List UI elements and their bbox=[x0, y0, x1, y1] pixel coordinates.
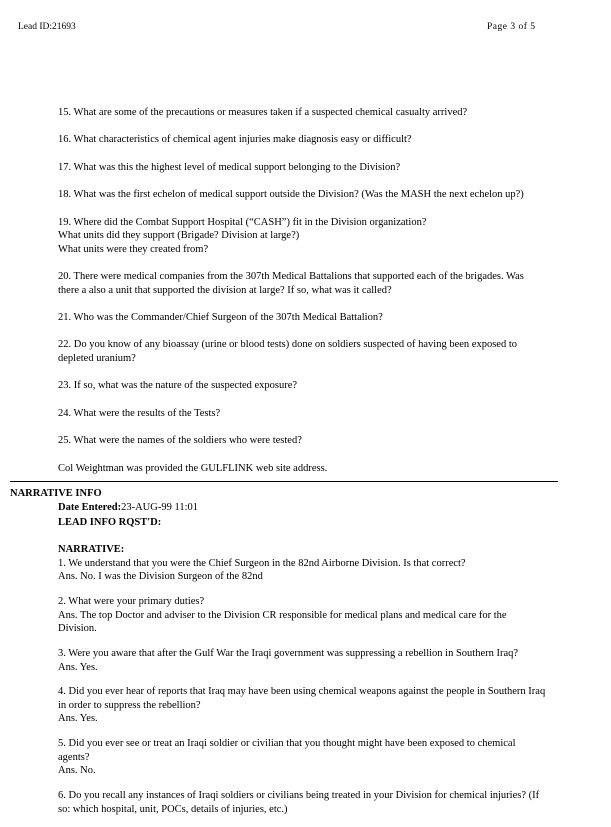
narrative-block bbox=[58, 647, 558, 674]
question-line: 24. What were the results of the Tests? bbox=[58, 407, 221, 419]
question-item bbox=[58, 216, 558, 256]
narrative-line: Ans. Yes. bbox=[58, 661, 98, 673]
narrative-block bbox=[58, 737, 558, 778]
question-line: depleted uranium? bbox=[58, 352, 136, 364]
narrative-line: 1. We understand that you were the Chief Surgeon in the 82nd Airborne Division. Is that correct? bbox=[58, 557, 466, 569]
section-divider bbox=[10, 481, 558, 482]
question-line: 18. What was the first echelon of medical support outside the Division? (Was the MASH the next echelon up?) bbox=[58, 189, 524, 201]
document-body bbox=[10, 106, 558, 827]
question-line: What units were they created from? bbox=[58, 243, 209, 255]
narrative-line: 6. Do you recall any instances of Iraqi soldiers or civilians being treated in your Division for chemical injuries? (If bbox=[58, 790, 540, 802]
narrative-line: so: which hospital, unit, POCs, details of injuries, etc.) bbox=[58, 803, 288, 815]
question-item bbox=[58, 161, 558, 174]
narrative-block bbox=[58, 685, 558, 726]
question-line: 25. What were the names of the soldiers who were tested? bbox=[58, 435, 302, 447]
narrative-block bbox=[58, 557, 558, 584]
narrative-line: in order to suppress the rebellion? bbox=[58, 699, 201, 711]
date-entered-label: Date Entered: bbox=[58, 502, 122, 514]
narrative-line: Ans. Yes. bbox=[58, 713, 98, 725]
lead-id-label: Lead ID:21693 bbox=[18, 22, 76, 32]
narrative-line: Ans. No. bbox=[58, 765, 96, 777]
question-item bbox=[58, 270, 558, 297]
narrative-line: 3. Were you aware that after the Gulf War the Iraqi government was suppressing a rebellion in Southern Iraq? bbox=[58, 647, 519, 659]
narrative-info-section bbox=[10, 487, 510, 530]
narrative-line: Ans. No. I was the Division Surgeon of the 82nd bbox=[58, 571, 263, 583]
narrative-heading: NARRATIVE: bbox=[58, 543, 125, 555]
date-entered-value: 23-AUG-99 11:01 bbox=[121, 502, 198, 514]
question-item bbox=[58, 106, 558, 119]
question-line: 22. Do you know of any bioassay (urine or blood tests) done on soldiers suspected of having been exposed to bbox=[58, 339, 517, 351]
question-line: 19. Where did the Combat Support Hospital (“CASH”) fit in the Division organization? bbox=[58, 216, 427, 228]
question-line: 16. What characteristics of chemical agent injuries make diagnosis easy or difficult? bbox=[58, 134, 412, 146]
question-item bbox=[58, 338, 558, 365]
question-line: 15. What are some of the precautions or measures taken if a suspected chemical casualty arrived? bbox=[58, 107, 468, 118]
narrative-line: 5. Did you ever see or treat an Iraqi soldier or civilian that you thought might have been exposed to chemical bbox=[58, 738, 516, 750]
question-line: 20. There were medical companies from the 307th Medical Battalions that supported each of the brigades. Was bbox=[58, 271, 524, 283]
questions-list bbox=[58, 106, 558, 448]
narrative-body bbox=[58, 557, 558, 817]
question-line: 23. If so, what was the nature of the suspected exposure? bbox=[58, 380, 298, 392]
narrative-line: agents? bbox=[58, 751, 90, 763]
question-item bbox=[58, 434, 558, 447]
narrative-block bbox=[58, 789, 558, 816]
narrative-info-title: NARRATIVE INFO bbox=[10, 488, 102, 500]
page-number-label: Page 3 of 5 bbox=[487, 22, 536, 32]
question-item bbox=[58, 311, 558, 324]
question-item bbox=[58, 188, 558, 201]
lead-info-rqstd-label: LEAD INFO RQST'D: bbox=[58, 516, 162, 528]
question-line: 21. Who was the Commander/Chief Surgeon of the 307th Medical Battalion? bbox=[58, 311, 383, 323]
page-header bbox=[0, 22, 611, 36]
question-line: there a also a unit that supported the division at large? If so, what was it called? bbox=[58, 284, 392, 296]
question-item bbox=[58, 133, 558, 146]
date-entered-row bbox=[58, 501, 510, 515]
question-item bbox=[58, 407, 558, 420]
narrative-line: Division. bbox=[58, 623, 97, 635]
question-item bbox=[58, 379, 558, 392]
question-line: 17. What was this the highest level of medical support belonging to the Division? bbox=[58, 161, 401, 173]
narrative-line: 4. Did you ever hear of reports that Iraq may have been using chemical weapons against the people in Southern Iraq bbox=[58, 686, 546, 698]
closing-note: Col Weightman was provided the GULFLINK web site address. bbox=[58, 462, 328, 474]
narrative-line: 2. What were your primary duties? bbox=[58, 596, 205, 607]
question-line: What units did they support (Brigade? Division at large?) bbox=[58, 230, 300, 242]
narrative-line: Ans. The top Doctor and adviser to the Division CR responsible for medical plans and medical care for the bbox=[58, 609, 507, 621]
narrative-block bbox=[58, 595, 558, 636]
